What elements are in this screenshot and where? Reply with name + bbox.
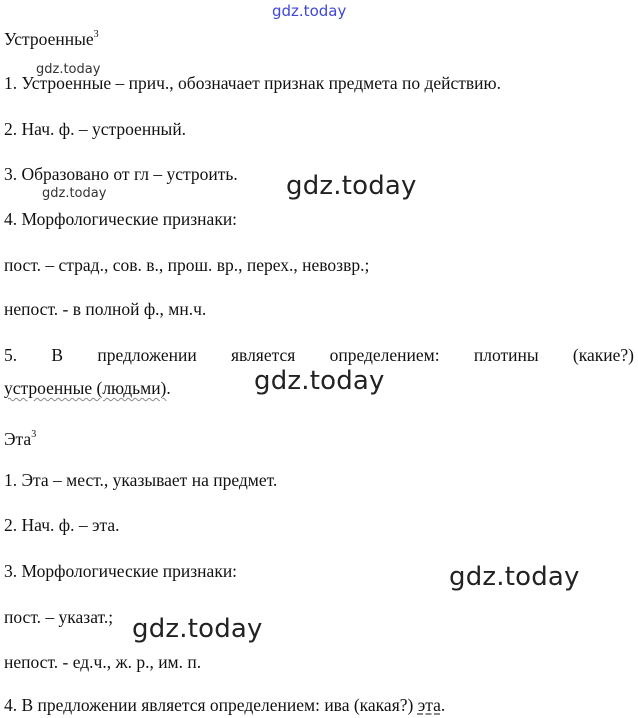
paragraph-line: 1. Устроенные – прич., обозначает признак предмета по действию. [4, 73, 501, 93]
paragraph-line: 1. Эта – мест., указывает на предмет. [4, 470, 278, 490]
watermark-large: gdz.today [286, 171, 417, 201]
watermark-top: gdz.today [272, 2, 347, 20]
word: плотины [473, 345, 539, 365]
section-heading [4, 424, 36, 450]
heading-text: Устроенные [4, 29, 94, 49]
watermark-large: gdz.today [132, 614, 263, 644]
paragraph-line: непост. - в полной ф., мн.ч. [4, 299, 207, 319]
paragraph-line: 2. Нач. ф. – устроенный. [4, 119, 187, 139]
line-end: . [166, 378, 171, 398]
heading-superscript: 3 [93, 29, 99, 40]
word: является [230, 345, 296, 365]
watermark-large: gdz.today [254, 366, 385, 396]
section-heading [4, 24, 99, 50]
watermark-large: gdz.today [449, 562, 580, 592]
paragraph-line [4, 377, 171, 399]
watermark-small: gdz.today [36, 62, 101, 77]
justified-line [4, 344, 634, 366]
line-text: 4. В предложении является определением: ива (какая?) [4, 695, 418, 715]
underlined-word: эта [417, 695, 441, 715]
paragraph-line [4, 694, 445, 716]
word: предложении [97, 345, 197, 365]
heading-superscript: 3 [31, 429, 37, 440]
underlined-phrase: устроенные (людьми) [4, 378, 167, 398]
watermark-small: gdz.today [42, 186, 107, 201]
word: 5. [4, 345, 18, 365]
paragraph-line: 3. Морфологические признаки: [4, 561, 238, 581]
word: (какие?) [572, 345, 634, 365]
paragraph-line: непост. - ед.ч., ж. р., им. п. [4, 652, 202, 672]
line-end: . [440, 695, 446, 715]
paragraph-line: 3. Образовано от гл – устроить. [4, 164, 238, 184]
paragraph-line: пост. – страд., сов. в., прош. вр., перех., невозвр.; [4, 255, 370, 275]
paragraph-line: 2. Нач. ф. – эта. [4, 515, 120, 535]
paragraph-line: 4. Морфологические признаки: [4, 209, 238, 229]
word: В [51, 345, 64, 365]
word: определением: [329, 345, 440, 365]
paragraph-line: пост. – указат.; [4, 607, 114, 627]
heading-text: Эта [4, 429, 32, 449]
